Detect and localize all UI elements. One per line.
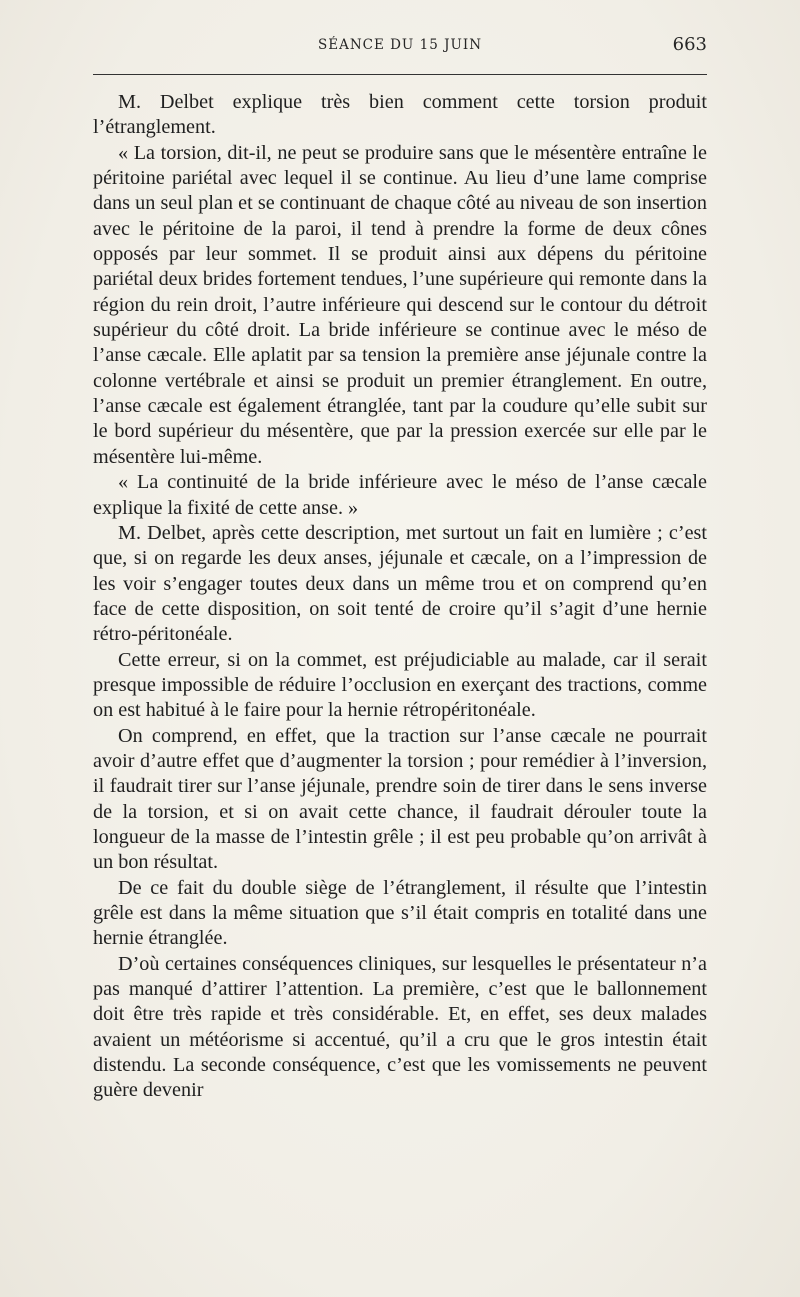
paragraph: « La continuité de la bride inférieure avec le méso de l’anse cæcale explique la fixité de cette anse. » (93, 471, 707, 519)
paragraph: Cette erreur, si on la commet, est préjudiciable au malade, car il serait presque impossible de réduire l’occlusion en exerçant des tractions, comme on est habitué à le faire pour la hernie rétropéritonéale. (93, 648, 707, 722)
page-header (93, 34, 707, 58)
paragraph: D’où certaines conséquences cliniques, sur lesquelles le présentateur n’a pas manqué d’attirer l’attention. La première, c’est que le ballonnement doit être très rapide et très considérable. Et, en effet, ses deux malades avaient un météorisme si accentué, qu’il a cru que le gros intestin était distendu. La seconde conséquence, c’est que les vomissements ne peuvent guère devenir (93, 952, 707, 1102)
running-title: SÉANCE DU 15 JUIN (317, 37, 483, 53)
paragraph: M. Delbet explique très bien comment cette torsion produit l’étranglement. (93, 91, 707, 139)
page-number: 663 (672, 34, 707, 55)
body-text (93, 90, 707, 1104)
paragraph: De ce fait du double siège de l’étranglement, il résulte que l’intestin grêle est dans la même situation que s’il était compris en totalité dans une hernie étranglée. (93, 876, 707, 950)
paragraph: On comprend, en effet, que la traction sur l’anse cæcale ne pourrait avoir d’autre effet que d’augmenter la torsion ; pour remédier à l’inversion, il faudrait tirer sur l’anse jéjunale, prendre soin de tirer dans le sens inverse de la torsion, et si on avait cette chance, il faudrait dérouler toute la longueur de la masse de l’intestin grêle ; il est peu probable qu’on arrivât à un bon résultat. (93, 724, 707, 874)
paragraph: « La torsion, dit-il, ne peut se produire sans que le mésentère entraîne le péritoine pariétal avec lequel il se continue. Au lieu d’une lame comprise dans un seul plan et se continuant de chaque côté au niveau de son insertion avec le péritoine de la paroi, il tend à prendre la forme de deux cônes opposés par leur sommet. Il se produit ainsi aux dépens du péritoine pariétal deux brides fortement tendues, l’une supérieure qui remonte dans la région du rein droit, l’autre inférieure qui descend sur le contour du détroit supérieur du côté droit. La bride inférieure se continue avec le méso de l’anse cæcale. Elle aplatit par sa tension la première anse jéjunale contre la colonne vertébrale et ainsi se produit un premier étranglement. En outre, l’anse cæcale est également étranglée, tant par la coudure qu’elle subit sur le bord supérieur du mésentère, que par la pression exercée sur elle par le mésentère lui-même. (93, 141, 707, 468)
header-rule (93, 74, 707, 75)
paragraph: M. Delbet, après cette description, met surtout un fait en lumière ; c’est que, si on regarde les deux anses, jéjunale et cæcale, on a l’impression de les voir s’engager toutes deux dans un même trou et on comprend qu’en face de cette disposition, on soit tenté de croire qu’il s’agit d’une hernie rétro-péritonéale. (93, 521, 707, 646)
